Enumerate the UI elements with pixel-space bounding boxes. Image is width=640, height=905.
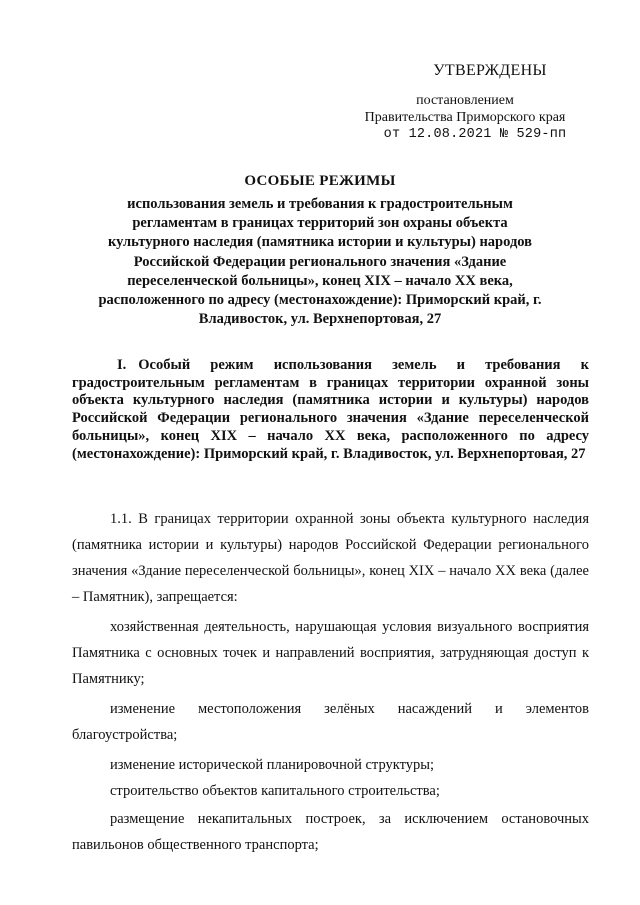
section-number: I.: [117, 357, 127, 373]
approval-title: УТВЕРЖДЕНЫ: [433, 62, 547, 79]
list-item-planning-structure: изменение исторической планировочной структуры;: [110, 757, 435, 773]
approval-decree-label: постановлением: [416, 93, 514, 108]
document-subtitle: использования земель и требования к градостроительным регламентам в границах территорий зон охраны объекта культурного наследия (памятника истории и культуры) народов Российской Федерации регионального значения «Здание переселенческой больницы», конец XIX – начало XX века, расположенного по адресу (местонахождение): Приморский край, г. Владивосток, ул. Верхнепортовая, 27: [98, 196, 542, 328]
section-heading: [72, 357, 589, 463]
list-item-economic-activity: хозяйственная деятельность, нарушающая условия визуального восприятия Памятника с основных точек и направлений восприятия, затрудняющая доступ к Памятнику;: [72, 619, 589, 687]
paragraph-1-1: 1.1. В границах территории охранной зоны объекта культурного наследия (памятника истории и культуры) народов Российской Федерации регионального значения «Здание переселенческой больницы», конец XIX – начало XX века (далее – Памятник), запрещается:: [72, 511, 589, 605]
approval-authority: Правительства Приморского края: [364, 110, 566, 125]
section-heading-text: Особый режим использования земель и требования к градостроительным регламентам в границах территории охранной зоны объекта культурного наследия (памятника истории и культуры) народов Российской Федерации регионального значения «Здание переселенческой больницы», конец XIX – начало XX века, расположенного по адресу (местонахождение): Приморский край, г. Владивосток, ул. Верхнепортовая, 27: [72, 357, 589, 462]
list-item-capital-construction: строительство объектов капитального строительства;: [110, 783, 440, 799]
document-title: ОСОБЫЕ РЕЖИМЫ: [244, 173, 396, 189]
approval-date-number: от 12.08.2021 № 529-пп: [383, 127, 567, 142]
list-item-green-spaces: изменение местоположения зелёных насаждений и элементов благоустройства;: [72, 701, 589, 743]
list-item-non-capital-buildings: размещение некапитальных построек, за исключением остановочных павильонов общественного транспорта;: [72, 811, 589, 853]
